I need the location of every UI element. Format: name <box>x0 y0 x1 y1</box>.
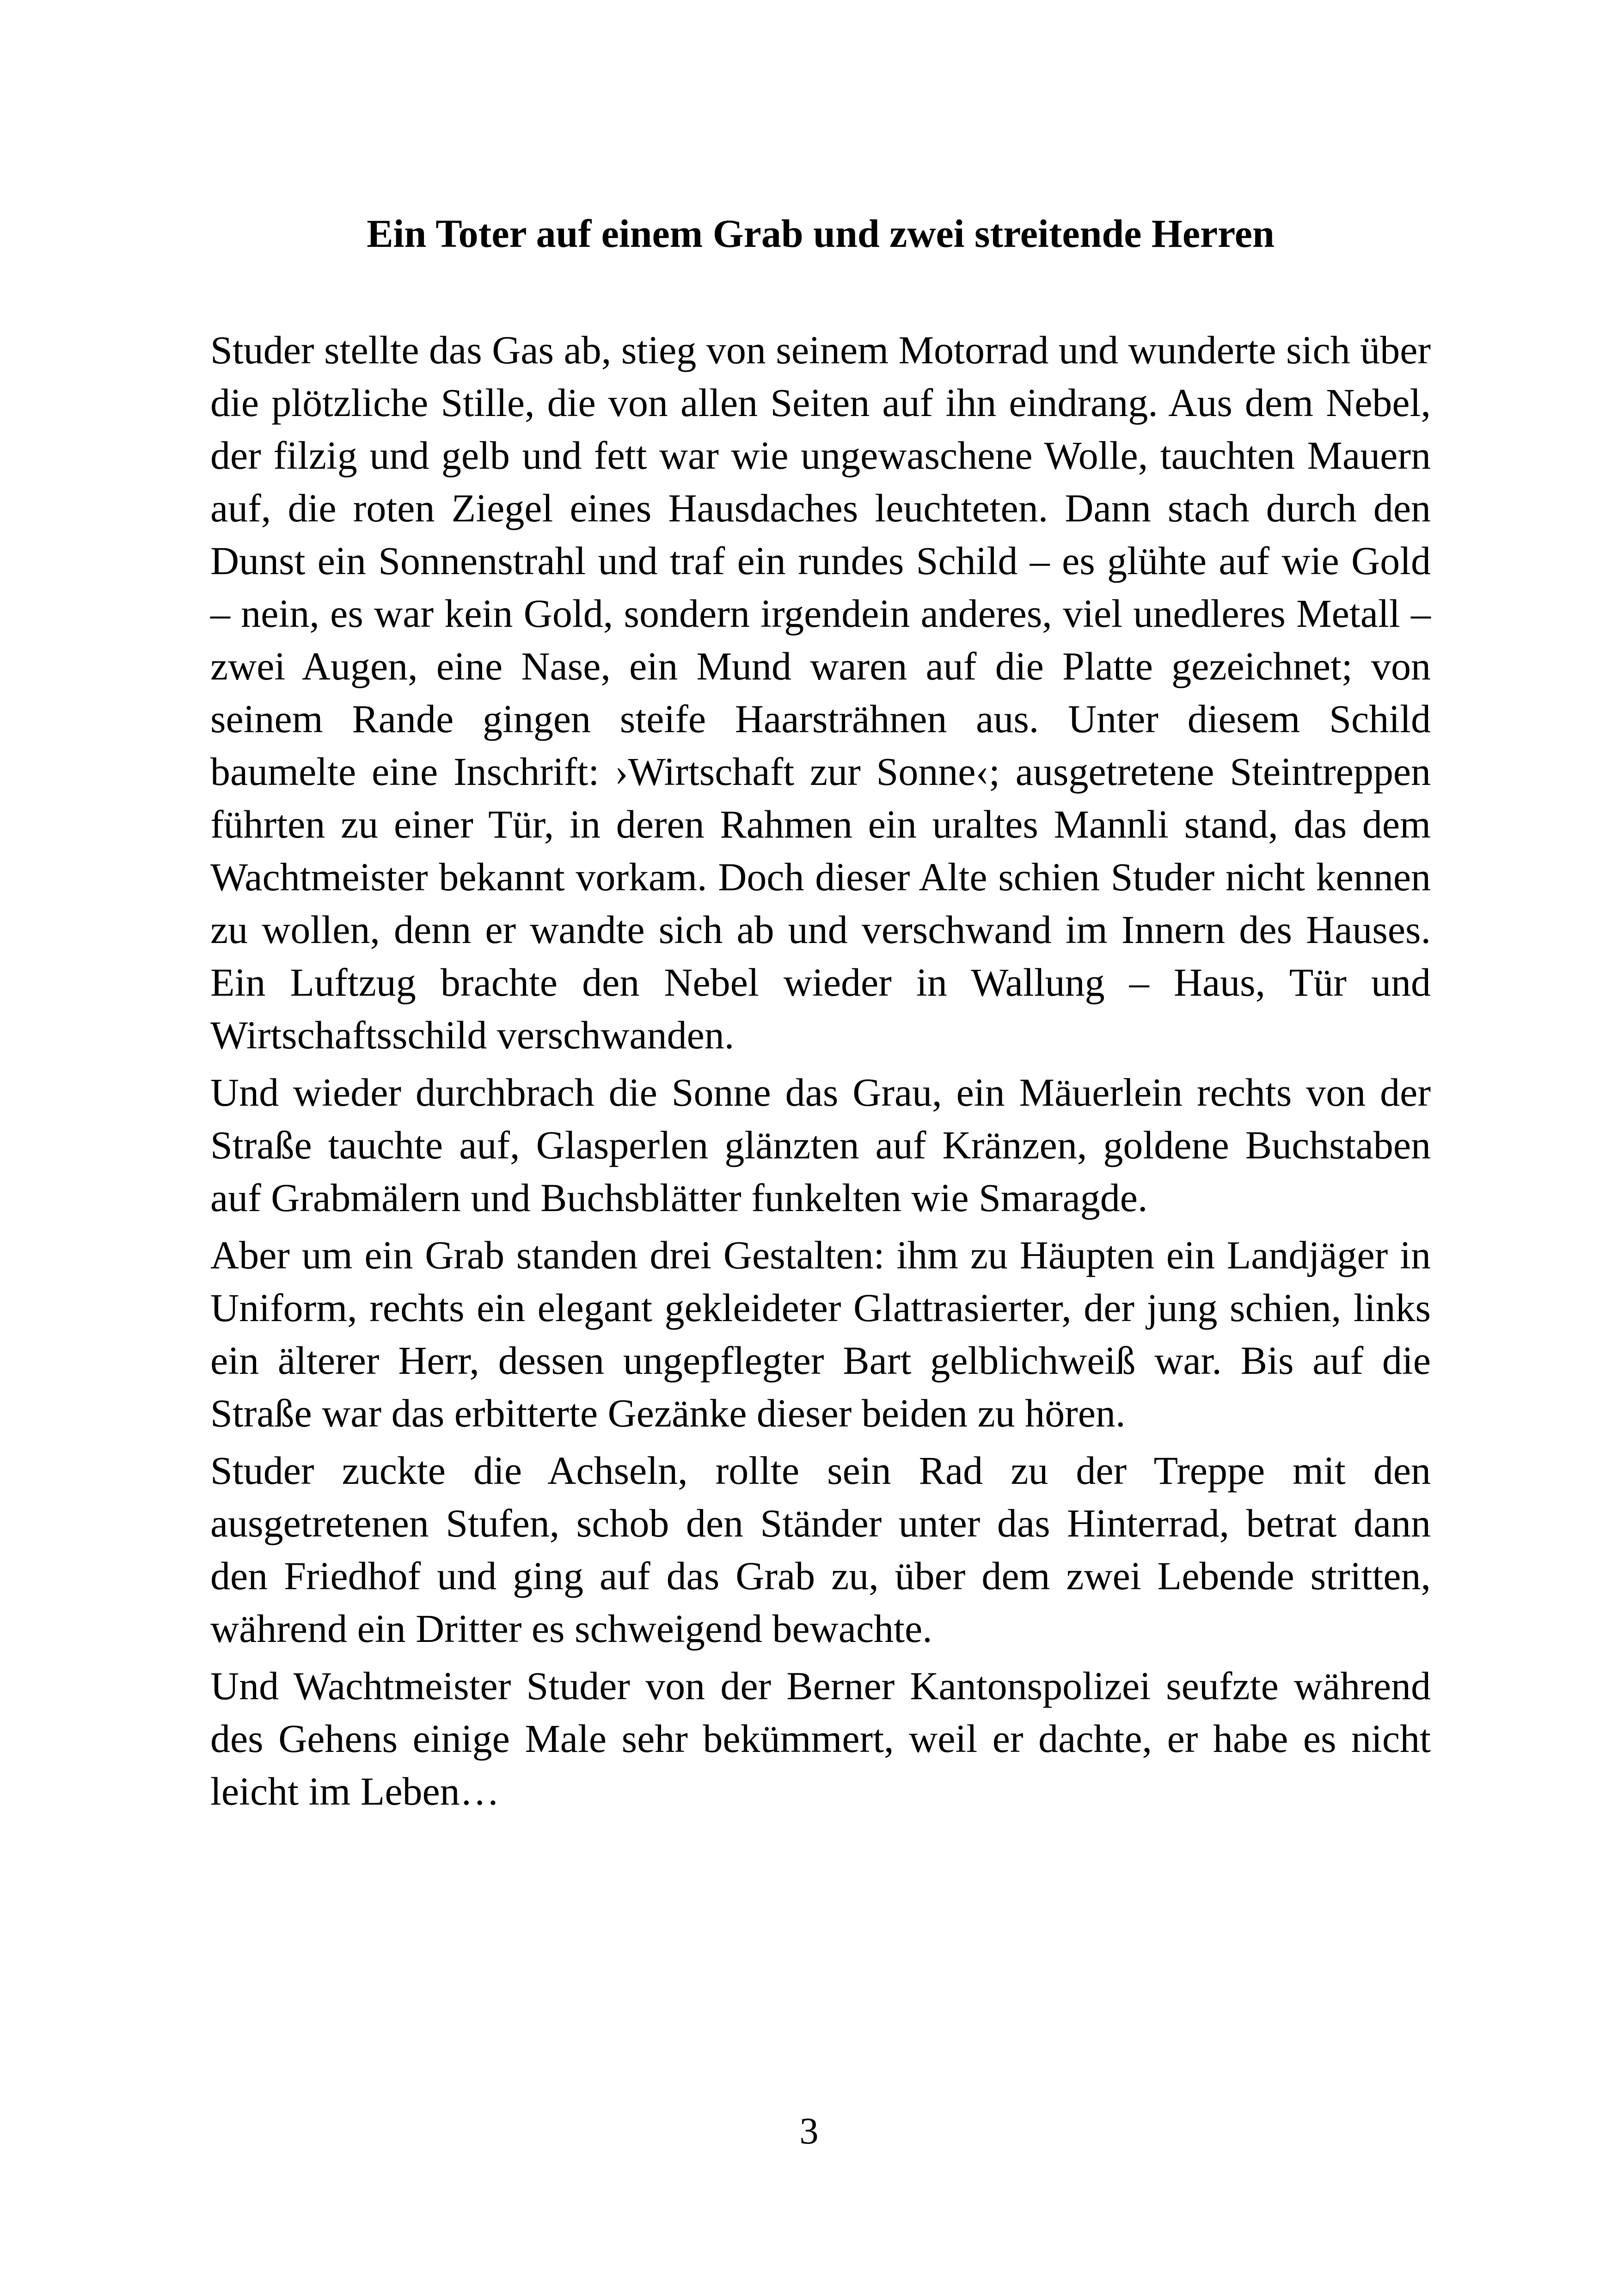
page-number: 3 <box>799 2110 819 2152</box>
chapter-title: Ein Toter auf einem Grab und zwei streitende Herren <box>367 211 1275 256</box>
paragraph-1: Studer stellte das Gas ab, stieg von seinem Motorrad und wunderte sich über die plötzliche Stille, die von allen Seiten auf ihn eindrang. Aus dem Nebel, der filzig und gelb und fett war wie ungewaschene Wolle, tauchten Mauern auf, die roten Ziegel eines Hausdaches leuchteten. Dann stach durch den Dunst ein Sonnenstrahl und traf ein rundes Schild – es glühte auf wie Gold – nein, es war kein Gold, sondern irgendein anderes, viel unedleres Metall – zwei Augen, eine Nase, ein Mund waren auf die Platte gezeichnet; von seinem Rande gingen steife Haarsträhnen aus. Unter diesem Schild baumelte eine Inschrift: ›Wirtschaft zur Sonne‹; ausgetretene Steintreppen führten zu einer Tür, in deren Rahmen ein uraltes Mannli stand, das dem Wachtmeister bekannt vorkam. Doch dieser Alte schien Studer nicht kennen zu wollen, denn er wandte sich ab und verschwand im Innern des Hauses. Ein Luftzug brachte den Nebel wieder in Wallung – Haus, Tür und Wirtschaftsschild verschwanden. <box>210 328 1431 1057</box>
paragraph-4: Studer zuckte die Achseln, rollte sein Rad zu der Treppe mit den ausgetretenen Stufen, schob den Ständer unter das Hinterrad, betrat dann den Friedhof und ging auf das Grab zu, über dem zwei Lebende stritten, während ein Dritter es schweigend bewachte. <box>210 1448 1431 1651</box>
body-text <box>210 324 1431 1822</box>
paragraph-3: Aber um ein Grab standen drei Gestalten: ihm zu Häupten ein Landjäger in Uniform, rechts ein elegant gekleideter Glattrasierter, der jung schien, links ein älterer Herr, dessen ungepflegter Bart gelblichweiß war. Bis auf die Straße war das erbitterte Gezänke dieser beiden zu hören. <box>210 1233 1431 1435</box>
paragraph-2: Und wieder durchbrach die Sonne das Grau, ein Mäuerlein rechts von der Straße tauchte auf, Glasperlen glänzten auf Kränzen, goldene Buchstaben auf Grabmälern und Buchsblätter funkelten wie Smaragde. <box>210 1070 1431 1220</box>
paragraph-5: Und Wachtmeister Studer von der Berner Kantonspolizei seufzte während des Gehens einige Male sehr bekümmert, weil er dachte, er habe es nicht leicht im Leben… <box>210 1664 1431 1813</box>
